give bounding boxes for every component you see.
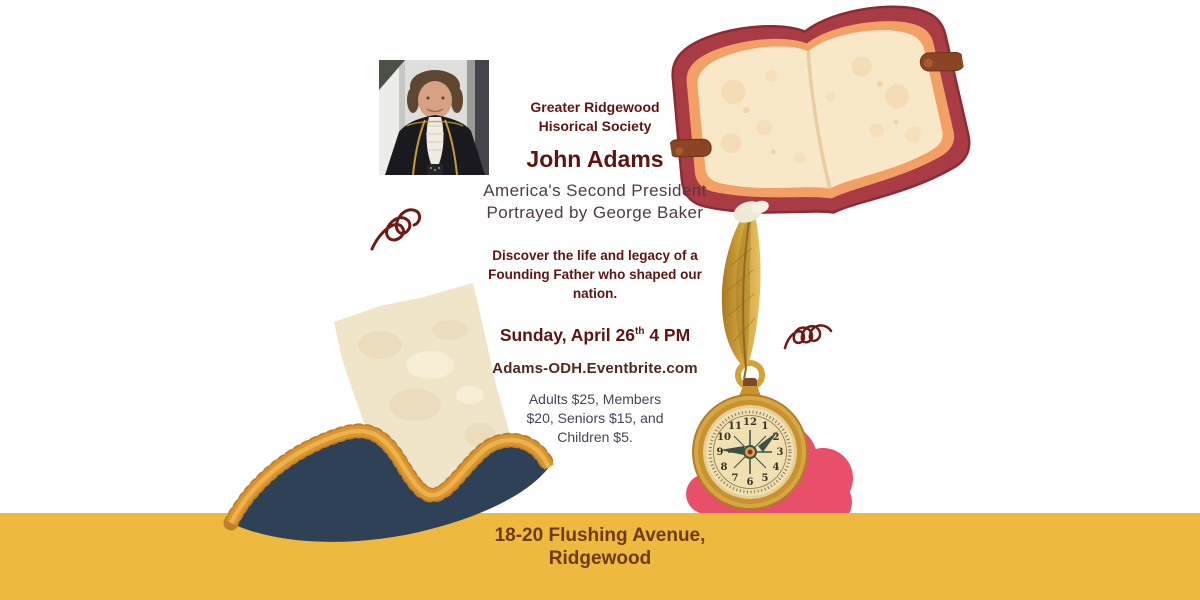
address-line2: Ridgewood [548,548,652,569]
poster-text-column [445,98,745,447]
svg-text:3: 3 [776,447,784,458]
venue-address [0,524,1200,570]
event-subtitle [445,180,745,223]
pricing-line1: Adults $25, Members [528,391,662,407]
pricing-line2: $20, Seniors $15, and [526,410,664,426]
subtitle-line1: America's Second President [483,181,707,200]
date-ordinal: th [635,326,645,338]
date-text: Sunday, April 26 [499,325,635,345]
event-website-url: Adams-ODH.Eventbrite.com [492,360,698,377]
svg-text:10: 10 [717,432,731,443]
event-datetime [445,325,745,346]
description-line2: Founding Father who shaped our [488,267,702,282]
description-line3: nation. [572,286,618,301]
address-line1: 18-20 Flushing Avenue, [494,525,706,546]
subtitle-line2: Portrayed by George Baker [486,202,704,222]
society-name-line1: Greater Ridgewood [530,99,660,115]
swirl-doodle-icon [366,197,428,257]
svg-text:9: 9 [716,447,724,458]
svg-text:12: 12 [743,417,757,428]
svg-text:6: 6 [746,477,754,488]
society-name [445,98,745,136]
svg-text:11: 11 [728,421,742,432]
event-title: John Adams [526,146,664,172]
event-description [445,246,745,303]
svg-text:1: 1 [761,421,769,432]
society-name-line2: Hisorical Society [538,118,652,134]
svg-text:4: 4 [772,462,780,473]
svg-text:5: 5 [761,473,769,484]
svg-text:7: 7 [731,473,739,484]
svg-text:8: 8 [720,462,728,473]
description-line1: Discover the life and legacy of a [492,248,698,263]
svg-text:2: 2 [772,432,780,443]
ticket-pricing [445,390,745,447]
pricing-line3: Children $5. [557,429,633,445]
time-text: 4 PM [644,325,691,345]
